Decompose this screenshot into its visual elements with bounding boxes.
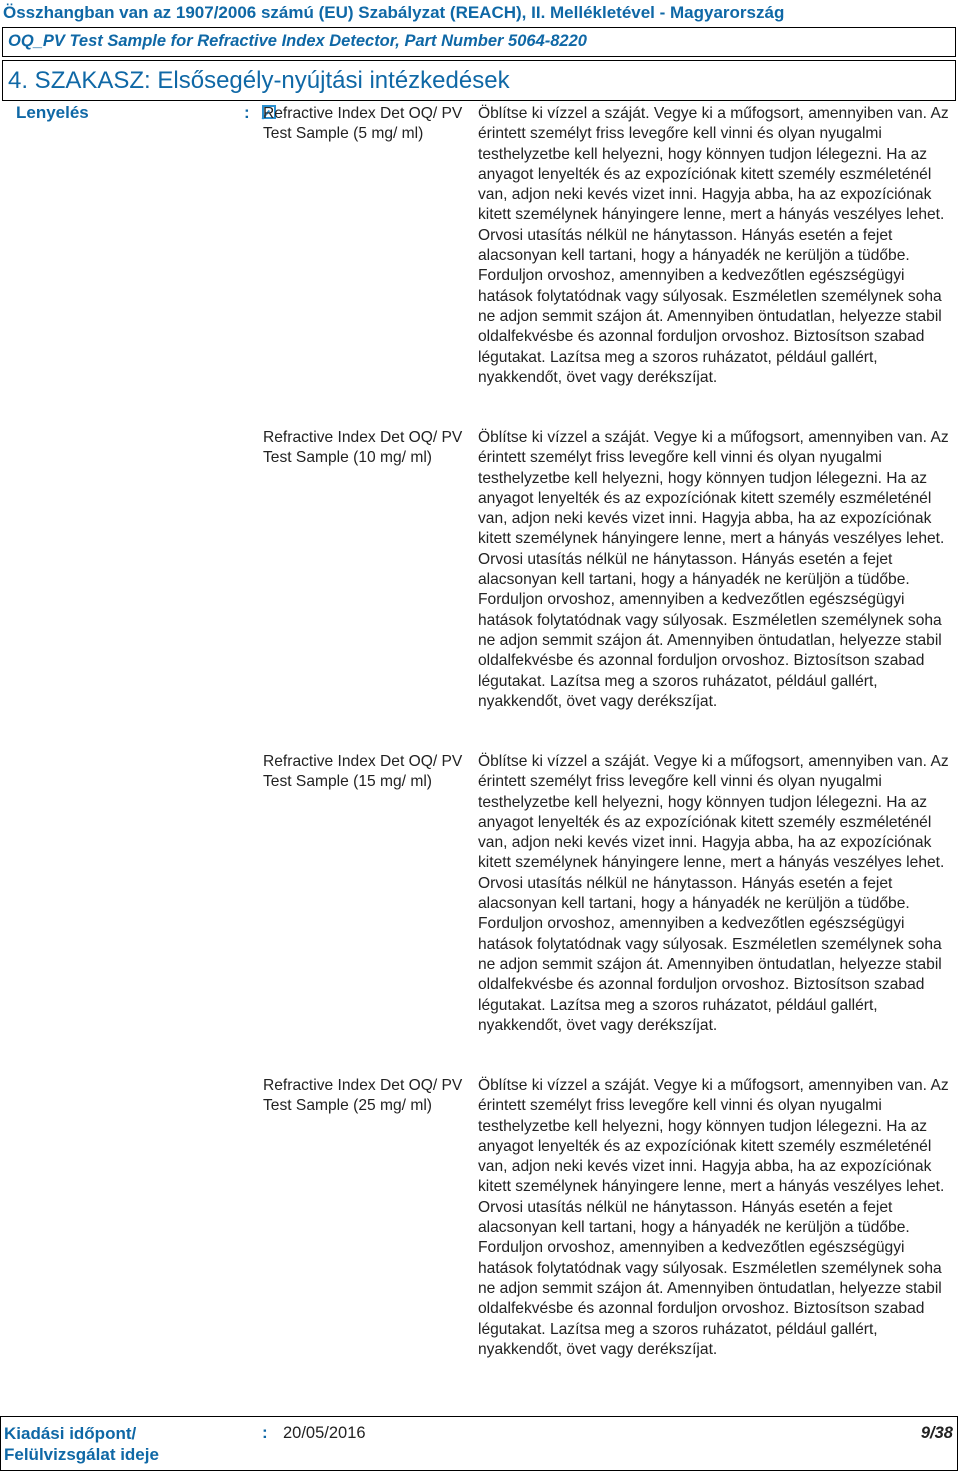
product-label: Refractive Index Det OQ/ PV Test Sample (10 mg/ ml) [263,429,463,467]
section-title: 4. SZAKASZ: Elsősegély-nyújtási intézkedések [8,67,510,94]
product-label: Refractive Index Det OQ/ PV Test Sample (15 mg/ ml) [263,753,463,791]
regulation-header: Összhangban van az 1907/2006 számú (EU) Szabályzat (REACH), II. Mellékletével - Magyarország [3,3,785,22]
footer-colon: : [262,1423,268,1442]
product-name: OQ_PV Test Sample for Refractive Index Detector, Part Number 5064-8220 [8,32,587,50]
page-number: 9/38 [920,1424,953,1442]
ingestion-label: Lenyelés [16,103,89,122]
issue-date-label-line2: Felülvizsgálat ideje [4,1445,159,1464]
first-aid-text: Öblítse ki vízzel a száját. Vegye ki a műfogsort, amennyiben van. Az érintett személyt friss levegőre kell vinni és olyan nyugalmi testhelyzetbe kell helyezni, hogy könnyen tudjon lélegezni. Ha az anyagot lenyelték és az expozíciónak kitett személy eszméleténél van, adjon neki kevés vizet inni. Hagyja abba, ha az expozíciónak kitett személynek hányingere lenne, mert a hányás veszélyes lehet. Orvosi utasítás nélkül ne hánytasson. Hányás esetén a fejet alacsonyan kell tartani, hogy a hányadék ne kerüljön a tüdőbe. Forduljon orvoshoz, amennyiben a kedvezőtlen egészségügyi hatások folytatódnak vagy súlyosak. Eszméletlen személynek soha ne adjon semmit szájon át. Amennyiben öntudatlan, helyezze stabil oldalfekvésbe és azonnal forduljon orvoshoz. Biztosítson szabad légutakat. Lazítsa meg a szoros ruházatot, például gallért, nyakkendőt, övet vagy derékszíjat. [478,429,949,710]
section-header-box [2,60,956,101]
product-label: Refractive Index Det OQ/ PV Test Sample (5 mg/ ml) [263,105,463,143]
first-aid-text: Öblítse ki vízzel a száját. Vegye ki a műfogsort, amennyiben van. Az érintett személyt friss levegőre kell vinni és olyan nyugalmi testhelyzetbe kell helyezni, hogy könnyen tudjon lélegezni. Ha az anyagot lenyelték és az expozíciónak kitett személy eszméleténél van, adjon neki kevés vizet inni. Hagyja abba, ha az expozíciónak kitett személynek hányingere lenne, mert a hányás veszélyes lehet. Orvosi utasítás nélkül ne hánytasson. Hányás esetén a fejet alacsonyan kell tartani, hogy a hányadék ne kerüljön a tüdőbe. Forduljon orvoshoz, amennyiben a kedvezőtlen egészségügyi hatások folytatódnak vagy súlyosak. Eszméletlen személynek soha ne adjon semmit szájon át. Amennyiben öntudatlan, helyezze stabil oldalfekvésbe és azonnal forduljon orvoshoz. Biztosítson szabad légutakat. Lazítsa meg a szoros ruházatot, például gallért, nyakkendőt, övet vagy derékszíjat. [478,753,949,1034]
ingestion-colon: : [244,103,250,122]
issue-date-label [4,1423,159,1465]
product-label: Refractive Index Det OQ/ PV Test Sample (25 mg/ ml) [263,1077,463,1115]
first-aid-text: Öblítse ki vízzel a száját. Vegye ki a műfogsort, amennyiben van. Az érintett személyt friss levegőre kell vinni és olyan nyugalmi testhelyzetbe kell helyezni, hogy könnyen tudjon lélegezni. Ha az anyagot lenyelték és az expozíciónak kitett személy eszméleténél van, adjon neki kevés vizet inni. Hagyja abba, ha az expozíciónak kitett személynek hányingere lenne, mert a hányás veszélyes lehet. Orvosi utasítás nélkül ne hánytasson. Hányás esetén a fejet alacsonyan kell tartani, hogy a hányadék ne kerüljön a tüdőbe. Forduljon orvoshoz, amennyiben a kedvezőtlen egészségügyi hatások folytatódnak vagy súlyosak. Eszméletlen személynek soha ne adjon semmit szájon át. Amennyiben öntudatlan, helyezze stabil oldalfekvésbe és azonnal forduljon orvoshoz. Biztosítson szabad légutakat. Lazítsa meg a szoros ruházatot, például gallért, nyakkendőt, övet vagy derékszíjat. [478,105,949,386]
first-aid-text: Öblítse ki vízzel a száját. Vegye ki a műfogsort, amennyiben van. Az érintett személyt friss levegőre kell vinni és olyan nyugalmi testhelyzetbe kell helyezni, hogy könnyen tudjon lélegezni. Ha az anyagot lenyelték és az expozíciónak kitett személy eszméleténél van, adjon neki kevés vizet inni. Hagyja abba, ha az expozíciónak kitett személynek hányingere lenne, mert a hányás veszélyes lehet. Orvosi utasítás nélkül ne hánytasson. Hányás esetén a fejet alacsonyan kell tartani, hogy a hányadék ne kerüljön a tüdőbe. Forduljon orvoshoz, amennyiben a kedvezőtlen egészségügyi hatások folytatódnak vagy súlyosak. Eszméletlen személynek soha ne adjon semmit szájon át. Amennyiben öntudatlan, helyezze stabil oldalfekvésbe és azonnal forduljon orvoshoz. Biztosítson szabad légutakat. Lazítsa meg a szoros ruházatot, például gallért, nyakkendőt, övet vagy derékszíjat. [478,1077,949,1358]
issue-date-value: 20/05/2016 [283,1424,366,1442]
product-header-box [2,27,956,57]
issue-date-label-line1: Kiadási időpont/ [4,1424,137,1443]
